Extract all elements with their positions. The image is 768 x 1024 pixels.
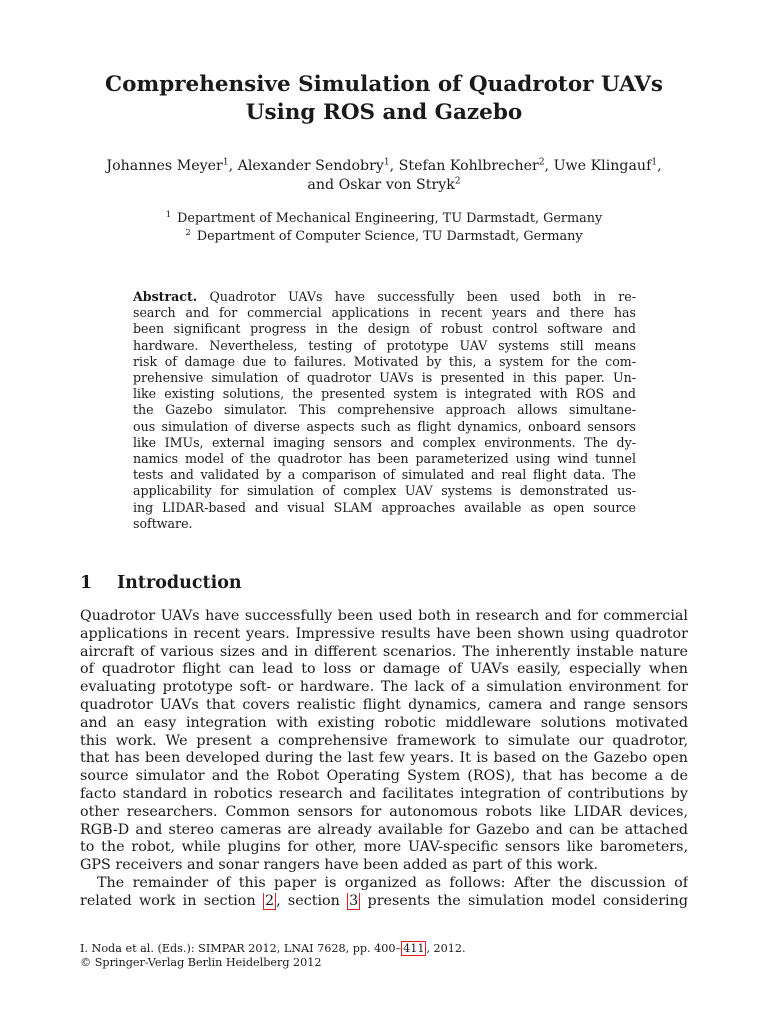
body-line: The remainder of this paper is organized as follows: After the discussion of [97,874,688,891]
author-name: Johannes Meyer [106,158,223,174]
abstract-line: risk of damage due to failures. Motivated by this, a system for the com- [133,353,636,369]
body-text [80,608,688,911]
body-line: RGB-D and stereo cameras are already available for Gazebo and can be attached [80,821,688,838]
title-line-1: Comprehensive Simulation of Quadrotor UAVs [105,72,663,97]
abstract-label: Abstract. [133,289,198,304]
footer-citation [80,942,688,969]
body-line: other researchers. Common sensors for autonomous robots like LIDAR devices, [80,803,688,820]
body-line: aircraft of various sizes and in different scenarios. The inherently instable nature [80,643,688,660]
paper-title [60,71,708,127]
body-line: of quadrotor flight can lead to loss or damage of UAVs easily, especially when [80,661,688,678]
body-line: source simulator and the Robot Operating System (ROS), that has become a de [80,768,688,785]
abstract-line: applicability for simulation of complex UAV systems is demonstrated us- [133,483,636,499]
abstract-line: namics model of the quadrotor has been parameterized using wind tunnel [133,451,636,467]
author-name: Oskar von Stryk [338,177,455,193]
title-line-2: Using ROS and Gazebo [245,100,523,125]
body-line: this work. We present a comprehensive framework to simulate our quadrotor, [80,732,688,749]
body-line: Quadrotor UAVs have successfully been used both in research and for commercial [80,608,688,624]
body-line: quadrotor UAVs that covers realistic flight dynamics, camera and range sensors [80,696,688,713]
section-ref-link[interactable]: 3 [349,892,359,909]
abstract-line: ous simulation of diverse aspects such as flight dynamics, onboard sensors [133,418,636,434]
abstract-line: hardware. Nevertheless, testing of prototype UAV systems still means [133,337,636,353]
body-line: related work in section 2 , section 3 presents the simulation model considering [80,892,688,909]
body-line: to the robot, while plugins for other, more UAV-specific sensors like barometers, [80,839,688,856]
body-line: applications in recent years. Impressive results have been shown using quadrotor [80,625,688,642]
copyright-line: © Springer-Verlag Berlin Heidelberg 2012 [80,955,322,969]
affiliation: $^1$ Department of Mechanical Engineering, TU Darmstadt, Germany [165,209,603,226]
abstract-line: search and for commercial applications in recent years and there has [133,305,636,321]
section-number: 1 [80,573,93,593]
affiliation: $^2$ Department of Computer Science, TU Darmstadt, Germany [185,227,583,244]
abstract-line: like IMUs, external imaging sensors and complex environments. The dy- [133,434,636,450]
affiliation-list [80,210,688,246]
author-name: Uwe Klingauf [553,158,652,174]
author-list: Johannes Meyer$^1$, Alexander Sendobry$^1$, Stefan Kohlbrecher$^2$, Uwe Klingauf$^1$, and Oskar von Stryk$^2$ [106,157,662,193]
author-affiliation-mark: 2 [454,176,461,187]
body-line: that has been developed during the last few years. It is based on the Gazebo open [80,750,688,767]
author-affiliation-mark: 1 [383,157,390,168]
author-name: Alexander Sendobry [237,158,384,174]
abstract [133,289,636,532]
section-ref-link[interactable]: 2 [264,892,275,909]
section-title: Introduction [117,573,242,593]
page-ref-link[interactable]: 411 [403,942,425,955]
author-affiliation-mark: 1 [651,157,658,168]
body-line: and an easy integration with existing robotic middleware solutions motivated [80,714,688,731]
body-line: GPS receivers and sonar rangers have been added as part of this work. [80,857,598,874]
abstract-line: been significant progress in the design of robust control software and [133,321,636,337]
author-name: Stefan Kohlbrecher [398,158,539,174]
author-affiliation-mark: 1 [222,157,229,168]
body-line: evaluating prototype soft- or hardware. The lack of a simulation environment for [80,679,688,696]
abstract-line: software. [133,515,193,531]
body-line: facto standard in robotics research and facilitates integration of contributions by [80,785,688,802]
abstract-line: tests and validated by a comparison of simulated and real flight data. The [133,467,636,483]
abstract-line: like existing solutions, the presented system is integrated with ROS and [133,386,636,402]
author-affiliation-mark: 2 [538,157,545,168]
abstract-line: prehensive simulation of quadrotor UAVs is presented in this paper. Un- [133,370,636,386]
abstract-line: the Gazebo simulator. This comprehensive approach allows simultane- [133,402,636,418]
footer-line: I. Noda et al. (Eds.): SIMPAR 2012, LNAI 7628, pp. 400– 411 , 2012. [80,942,466,955]
abstract-line: ing LIDAR-based and visual SLAM approaches available as open source [133,499,636,515]
abstract-line: Abstract. Quadrotor UAVs have successfully been used both in re- [133,289,636,304]
section-heading [80,571,688,595]
